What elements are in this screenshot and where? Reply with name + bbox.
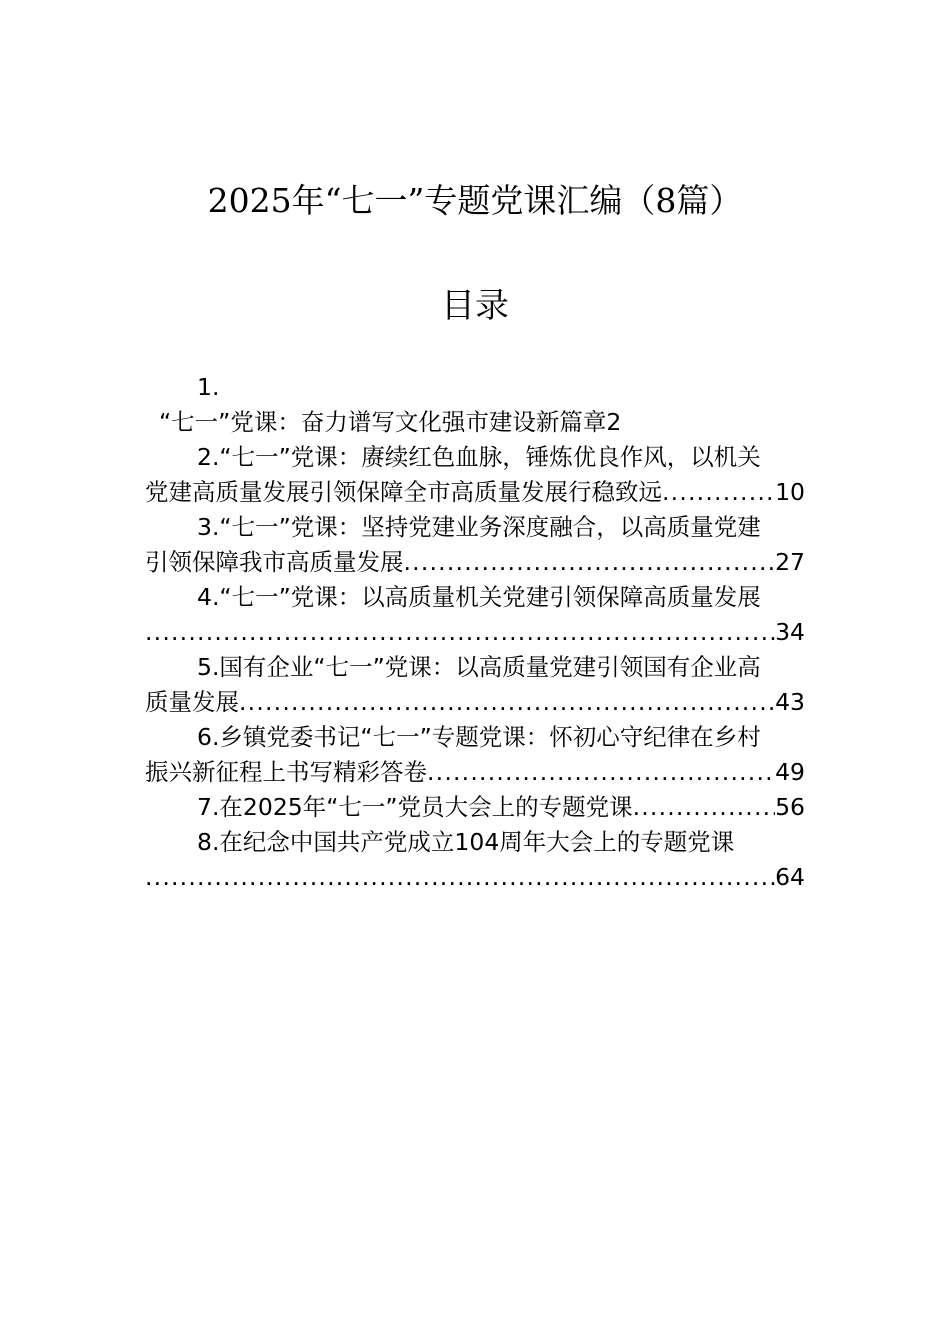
toc-entry-page: 64 [775,863,805,891]
toc-heading: 目录 [441,286,509,326]
toc-entry-page: 2 [606,408,622,436]
toc-entry-4[interactable] [145,580,805,615]
toc-entry-2-continuation[interactable] [145,475,805,510]
toc-entry-page: 10 [775,478,805,506]
toc-entry-page: 34 [775,618,805,646]
toc-entry-number: 6. [197,723,220,751]
toc-entry-number: 2. [197,443,220,471]
toc-entry-number: 3. [197,513,220,541]
toc-entry-6-continuation[interactable] [145,755,805,790]
toc-entry-7[interactable] [145,790,805,825]
toc-entry-8-continuation[interactable] [145,860,805,895]
toc-entry-page: 56 [775,793,805,821]
toc-entry-number: 8. [197,828,220,856]
toc-entry-title: 乡镇党委书记“七一”专题党课：怀初心守纪律在乡村 [219,723,761,751]
toc-entry-number: 1. [197,373,220,401]
toc-entry-title: “七一”党课：坚持党建业务深度融合，以高质量党建 [219,513,761,541]
toc-entry-title: “七一”党课：以高质量机关党建引领保障高质量发展 [219,583,761,611]
toc-entry-4-continuation[interactable] [145,615,805,650]
toc-entry-title: 振兴新征程上书写精彩答卷 [145,758,427,786]
toc-entry-title: 党建高质量发展引领保障全市高质量发展行稳致远 [145,478,662,506]
toc-entry-number: 7. [197,793,220,821]
toc-entry-title: “七一”党课：赓续红色血脉，锤炼优良作风，以机关 [219,443,761,471]
dot-leader [633,790,776,825]
toc-entry-title: 在纪念中国共产党成立104周年大会上的专题党课 [219,828,735,856]
toc-entry-title: 国有企业“七一”党课：以高质量党建引领国有企业高 [219,653,761,681]
document-title: 2025年“七一”专题党课汇编（8篇） [207,181,743,220]
dot-leader [404,545,776,580]
toc-entry-3-continuation[interactable] [145,545,805,580]
table-of-contents [145,370,805,895]
toc-entry-page: 43 [775,688,805,716]
toc-entry-8[interactable] [145,825,805,860]
toc-entry-title: 引领保障我市高质量发展 [145,548,404,576]
toc-entry-title: “七一”党课：奋力谱写文化强市建设新篇章 [159,408,607,436]
toc-entry-1[interactable] [145,405,805,440]
dot-leader [239,685,775,720]
dot-leader [145,615,775,650]
toc-entry-6[interactable] [145,720,805,755]
toc-entry-number: 5. [197,653,220,681]
toc-entry-title: 在2025年“七一”党员大会上的专题党课 [219,793,633,821]
toc-entry-page: 27 [775,548,805,576]
toc-entry-number: 4. [197,583,220,611]
toc-entry-5[interactable] [145,650,805,685]
toc-entry-page: 49 [775,758,805,786]
toc-entry-5-continuation[interactable] [145,685,805,720]
dot-leader [662,475,775,510]
toc-entry-1-number-line[interactable] [145,370,805,405]
toc-entry-3[interactable] [145,510,805,545]
dot-leader [427,755,775,790]
toc-entry-title: 质量发展 [145,688,239,716]
dot-leader [145,860,775,895]
toc-entry-2[interactable] [145,440,805,475]
